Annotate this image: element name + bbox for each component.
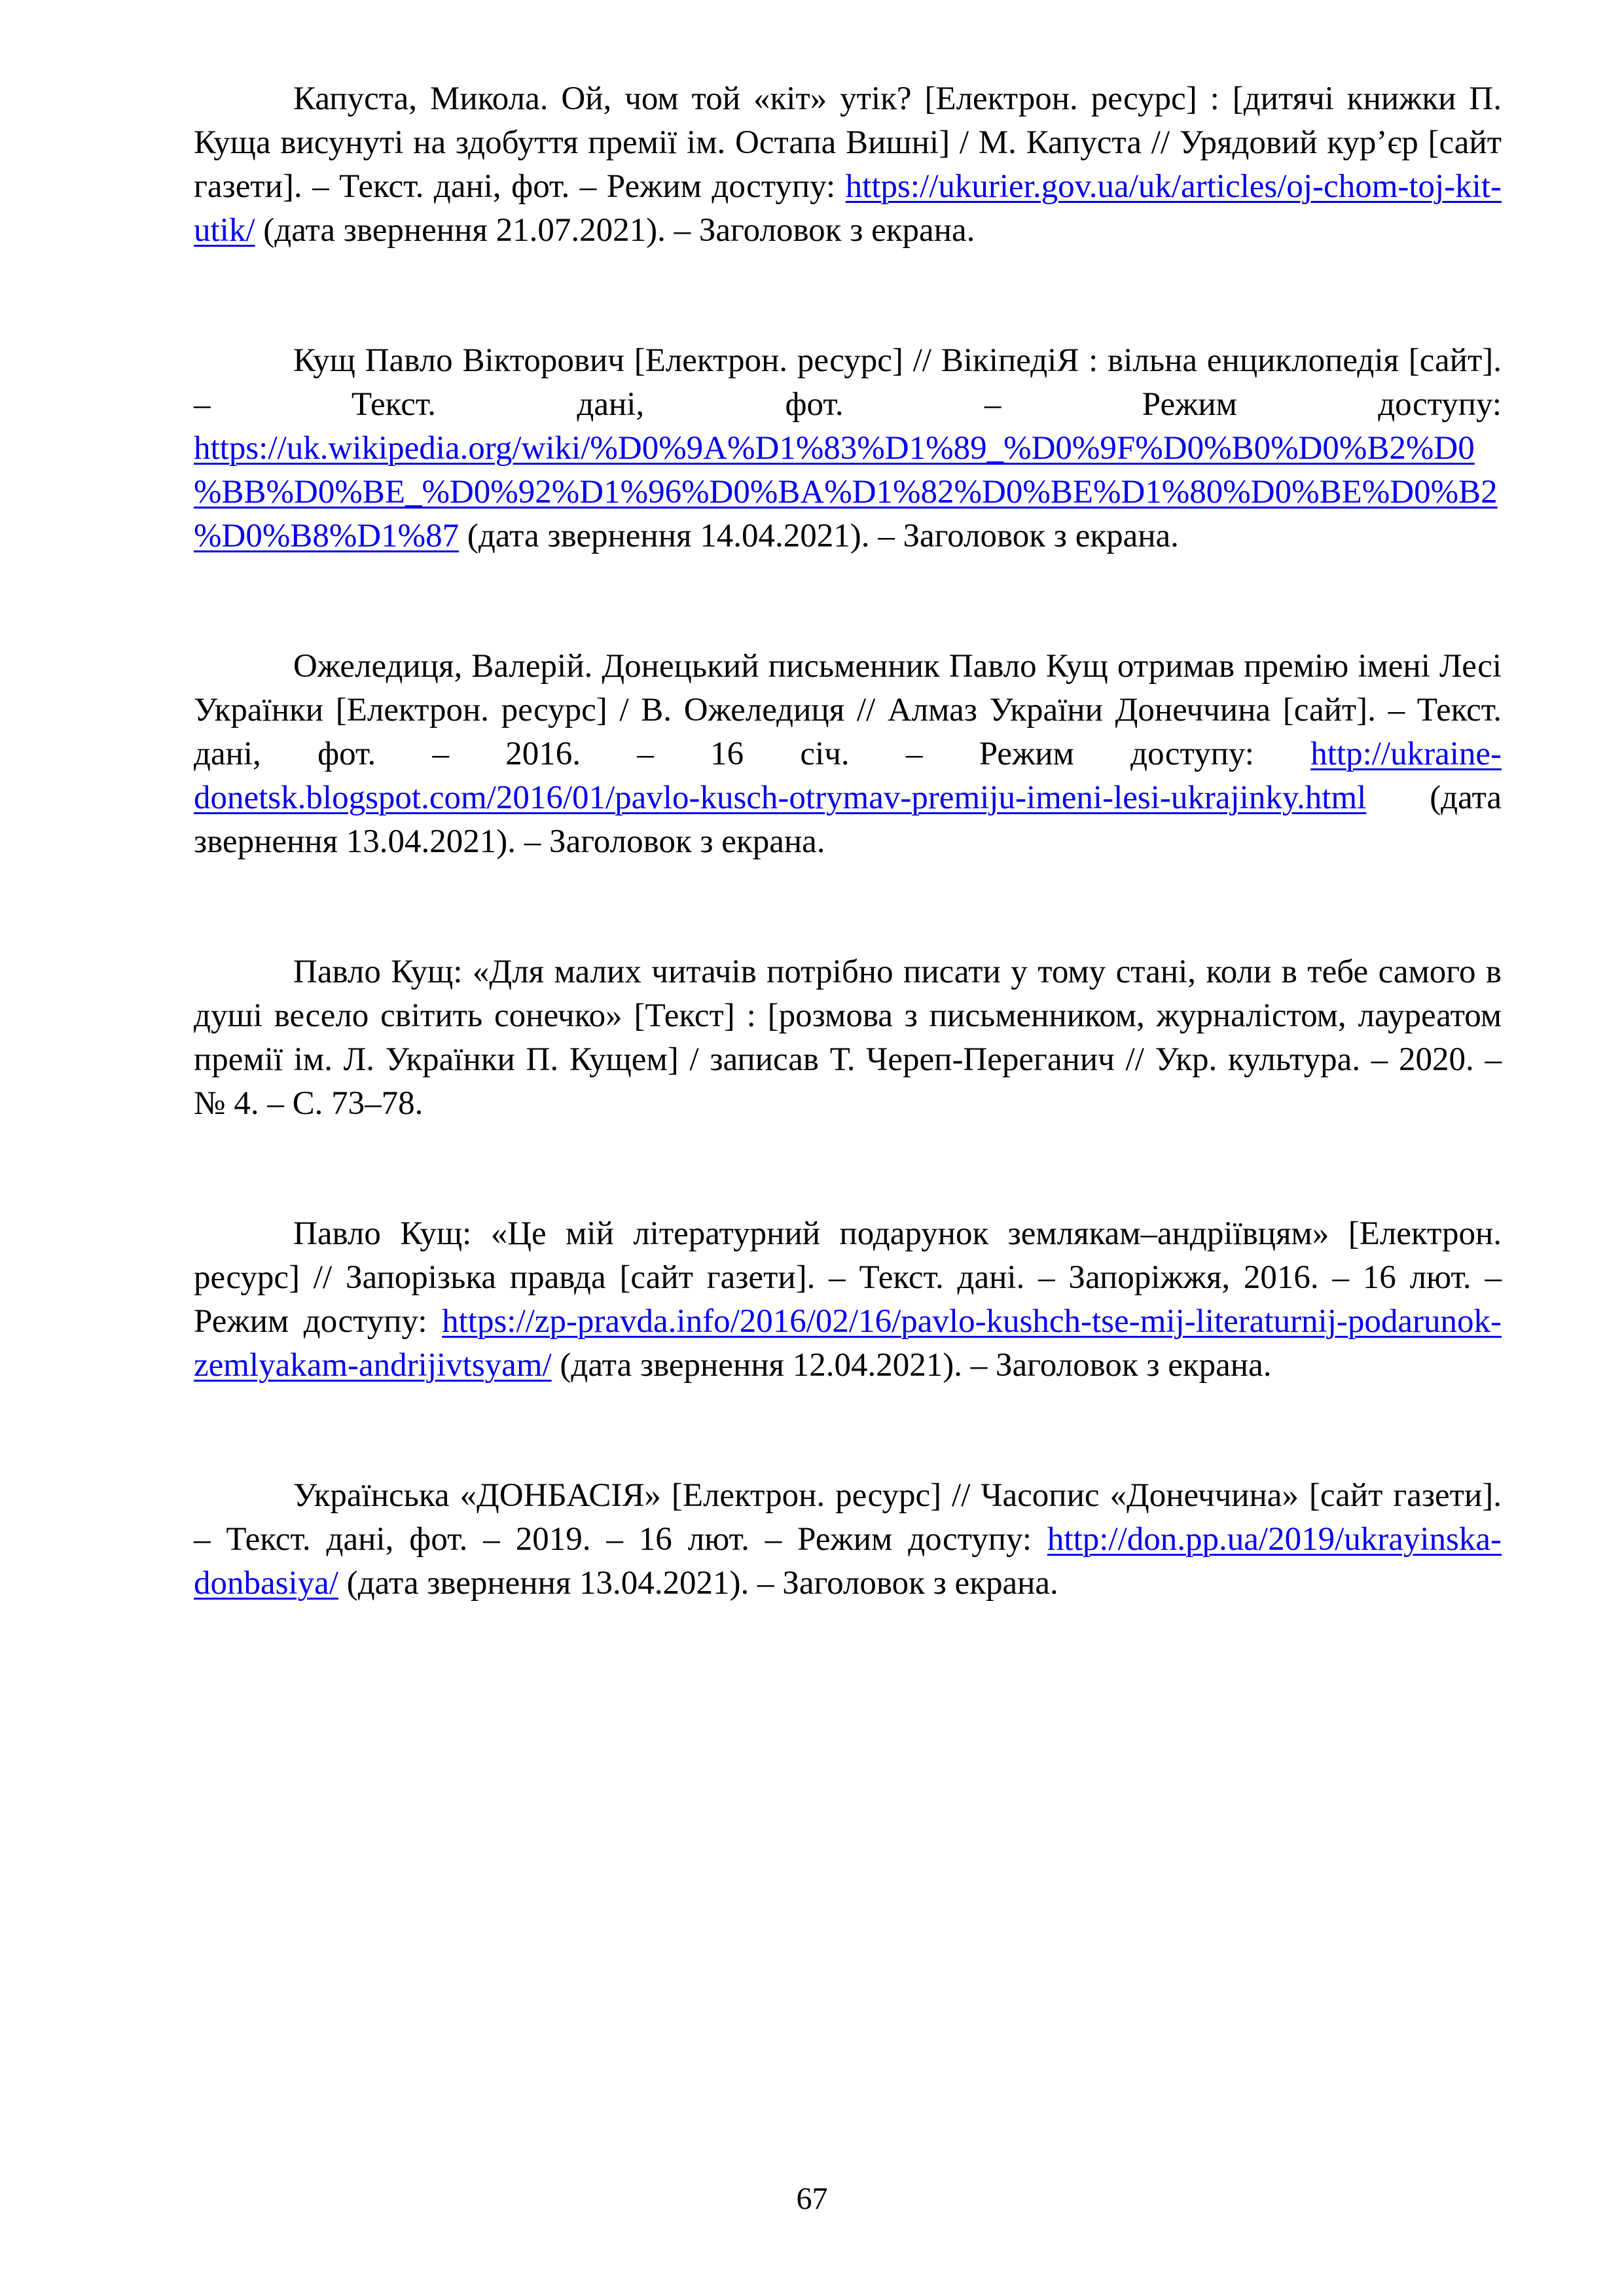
entry-text: Кущ Павло Вікторович [Електрон. ресурс] // ВікіпедіЯ : вільна енциклопедія [сайт]. – Текст. дані, фот. – Режим доступу: <box>194 342 1502 423</box>
entry-text: Ожеледиця, Валерій. Донецький письменник Павло Кущ отримав премію імені Лесі Українки [Електрон. ресурс] / В. Ожеледиця // Алмаз України Донеччина [сайт]. – Текст. дані, фот. – 2016. – 16 січ. – Режим доступу: <box>194 648 1502 772</box>
entry-link[interactable]: https://ukurier.gov.ua/uk/articles/oj-chom-toj-kit-utik/ <box>194 168 1502 249</box>
entry-text: (дата звернення 12.04.2021). – Заголовок з екрана. <box>551 1347 1272 1384</box>
entry-text: (дата звернення 21.07.2021). – Заголовок з екрана. <box>255 212 975 249</box>
bibliography-entry <box>194 77 1502 253</box>
bibliography-list <box>194 77 1502 1692</box>
bibliography-entry <box>194 950 1502 1126</box>
entry-text: Капуста, Микола. Ой, чом той «кіт» утік? [Електрон. ресурс] : [дитячі книжки П. Куща висунуті на здобуття премії ім. Остапа Вишні] / М. Капуста // Урядовий кур’єр [сайт газети]. – Текст. дані, фот. – Режим доступу: <box>194 81 1502 205</box>
bibliography-entry <box>194 1474 1502 1605</box>
bibliography-entry <box>194 1212 1502 1388</box>
entry-text: (дата звернення 13.04.2021). – Заголовок з екрана. <box>338 1565 1058 1602</box>
entry-text: Павло Кущ: «Для малих читачів потрібно писати у тому стані, коли в тебе самого в душі весело світить сонечко» [Текст] : [розмова з письменником, журналістом, лауреатом премії ім. Л. Українки П. Кущем] / записав Т. Череп-Переганич // Укр. культура. – 2020. – № 4. – С. 73–78. <box>194 954 1502 1122</box>
bibliography-entry <box>194 339 1502 558</box>
entry-text: Павло Кущ: «Це мій літературний подарунок землякам–андріївцям» [Електрон. ресурс] // Запорізька правда [сайт газети]. – Текст. дані. – Запоріжжя, 2016. – 16 лют. – Режим доступу: <box>194 1215 1502 1340</box>
bibliography-entry <box>194 645 1502 864</box>
entry-link[interactable]: https://zp-pravda.info/2016/02/16/pavlo-kushch-tse-mij-literaturnij-podarunok-zemlyakam-andrijivtsyam/ <box>194 1303 1502 1384</box>
entry-text: Українська «ДОНБАСІЯ» [Електрон. ресурс] // Часопис «Донеччина» [сайт газети]. – Текст. дані, фот. – 2019. – 16 лют. – Режим доступу: <box>194 1477 1502 1558</box>
entry-text: (дата звернення 14.04.2021). – Заголовок з екрана. <box>459 518 1179 554</box>
entry-link[interactable]: https://uk.wikipedia.org/wiki/%D0%9A%D1%83%D1%89_%D0%9F%D0%B0%D0%B2%D0%BB%D0%BE_%D0%92%D1%96%D0%BA%D1%82%D0%BE%D1%80%D0%BE%D0%B2%D0%B8%D1%87 <box>194 430 1498 554</box>
page-number: 67 <box>796 2181 828 2216</box>
entry-link[interactable]: http://ukraine-donetsk.blogspot.com/2016/01/pavlo-kusch-otrymav-premiju-imeni-lesi-ukrajinky.html <box>194 736 1502 816</box>
entry-text: (дата звернення 13.04.2021). – Заголовок з екрана. <box>194 780 1502 860</box>
entry-link[interactable]: http://don.pp.ua/2019/ukrayinska-donbasiya/ <box>194 1521 1502 1602</box>
